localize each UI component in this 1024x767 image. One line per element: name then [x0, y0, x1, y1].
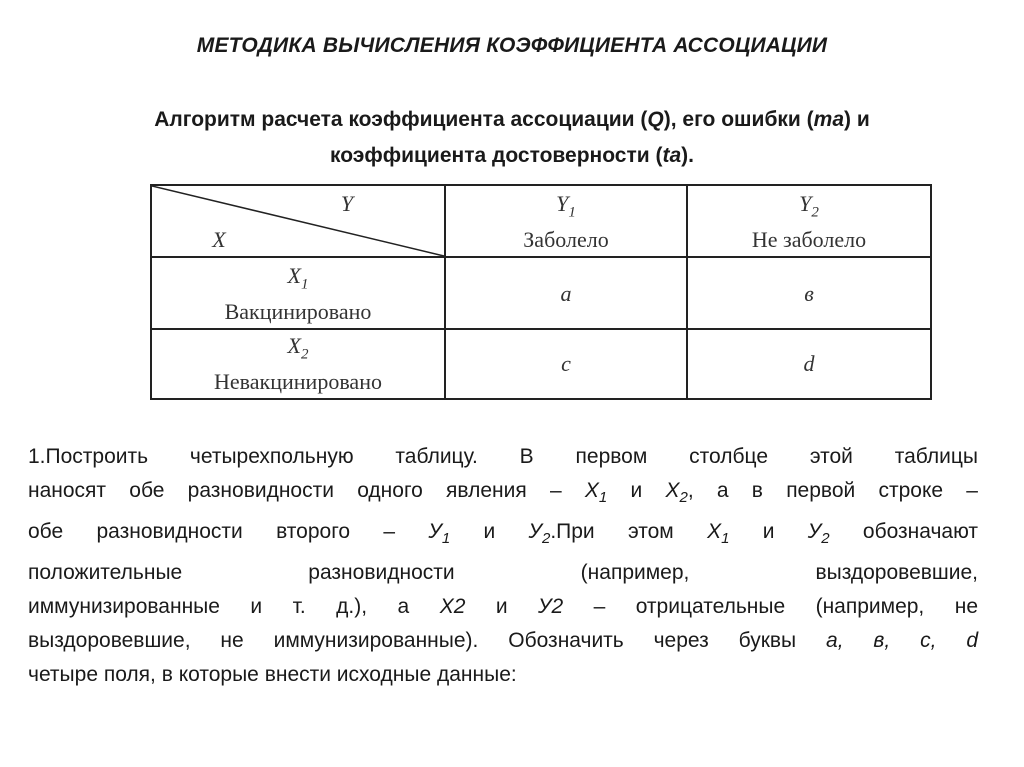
text-span: наносят обе разновидности одного явления – [28, 479, 585, 502]
cell-d: d [803, 351, 815, 376]
paragraph-line: четыре поля, в которые внести исходные данные: [28, 663, 517, 687]
row1-subscript: 1 [300, 276, 309, 293]
corner-diagonal [152, 186, 446, 258]
row1-header [152, 262, 444, 326]
text-span: и [450, 520, 529, 544]
symbol-x2: X [665, 479, 680, 502]
text-span: и [607, 479, 666, 502]
text-span: обозначают [829, 520, 979, 544]
subtitle-text: ), его ошибки ( [663, 108, 814, 131]
symbol-y1: У [428, 520, 442, 544]
subtitle-text: ). [681, 144, 694, 167]
contingency-table [150, 184, 932, 400]
subtitle-q: Q [647, 108, 664, 131]
text-span: обе разновидности второго – [28, 520, 429, 544]
row1-symbol: X [287, 263, 301, 288]
text-span: и [729, 520, 808, 544]
paragraph-line [28, 515, 978, 556]
subscript: 1 [441, 530, 451, 548]
symbol-y2: У [807, 520, 822, 544]
text-span: .При этом [550, 520, 708, 544]
subtitle-ta: ta [662, 144, 682, 167]
col1-label: Заболело [523, 227, 609, 253]
row2-label: Невакцинировано [214, 369, 382, 395]
col2-symbol: Y [799, 191, 812, 216]
subscript: 1 [598, 489, 608, 507]
paragraph-line [28, 590, 978, 624]
text-span: , а в первой строке – [687, 479, 978, 502]
paragraph-line [28, 624, 978, 658]
text-span: иммунизированные и т. д.), а [28, 595, 440, 619]
corner-x-label: X [212, 227, 226, 252]
row2-subscript: 2 [300, 346, 309, 363]
field-letters: а, в, с, d [826, 629, 978, 653]
cell-b: в [804, 281, 814, 306]
text-span: – отрицательные (например, не [563, 595, 978, 619]
instructions-paragraph [28, 440, 978, 692]
col1-header [446, 190, 686, 254]
subscript: 2 [541, 530, 551, 548]
symbol-x2: X2 [439, 595, 466, 619]
row1-label: Вакцинировано [224, 299, 372, 325]
cell-c: c [561, 351, 571, 376]
corner-y-label: Y [340, 191, 354, 216]
paragraph-line [28, 474, 978, 515]
col1-symbol: Y [556, 191, 569, 216]
subtitle-text: ) и [844, 108, 870, 131]
col2-label: Не заболело [751, 227, 867, 253]
text-span: и [465, 595, 539, 619]
subscript: 2 [679, 489, 688, 507]
symbol-y2: У [528, 520, 542, 544]
text-span: выздоровевшие, не иммунизированные). Обозначить через буквы [28, 629, 827, 653]
slide-subtitle [40, 102, 984, 174]
paragraph-line: положительные разновидности (например, выздоровевшие, [28, 561, 978, 585]
symbol-x1: X [584, 479, 599, 502]
table-divider [152, 328, 930, 330]
row2-header [152, 332, 444, 396]
symbol-y2: У2 [538, 595, 564, 619]
col2-subscript: 2 [811, 204, 819, 221]
slide-title: МЕТОДИКА ВЫЧИСЛЕНИЯ КОЭФФИЦИЕНТА АССОЦИАЦИИ [196, 34, 828, 57]
subtitle-text: Алгоритм расчета коэффициента ассоциации ( [154, 108, 648, 131]
symbol-x1: X [707, 520, 722, 544]
cell-a: a [560, 281, 572, 306]
subtitle-ma: ma [813, 108, 845, 131]
paragraph-line: 1.Построить четырехпольную таблицу. В первом столбце этой таблицы [28, 445, 978, 468]
col1-subscript: 1 [568, 204, 576, 221]
row2-symbol: X [287, 333, 301, 358]
col2-header [688, 190, 930, 254]
subscript: 2 [821, 530, 830, 548]
subscript: 1 [721, 530, 730, 548]
subtitle-text: коэффициента достоверности ( [329, 144, 663, 167]
